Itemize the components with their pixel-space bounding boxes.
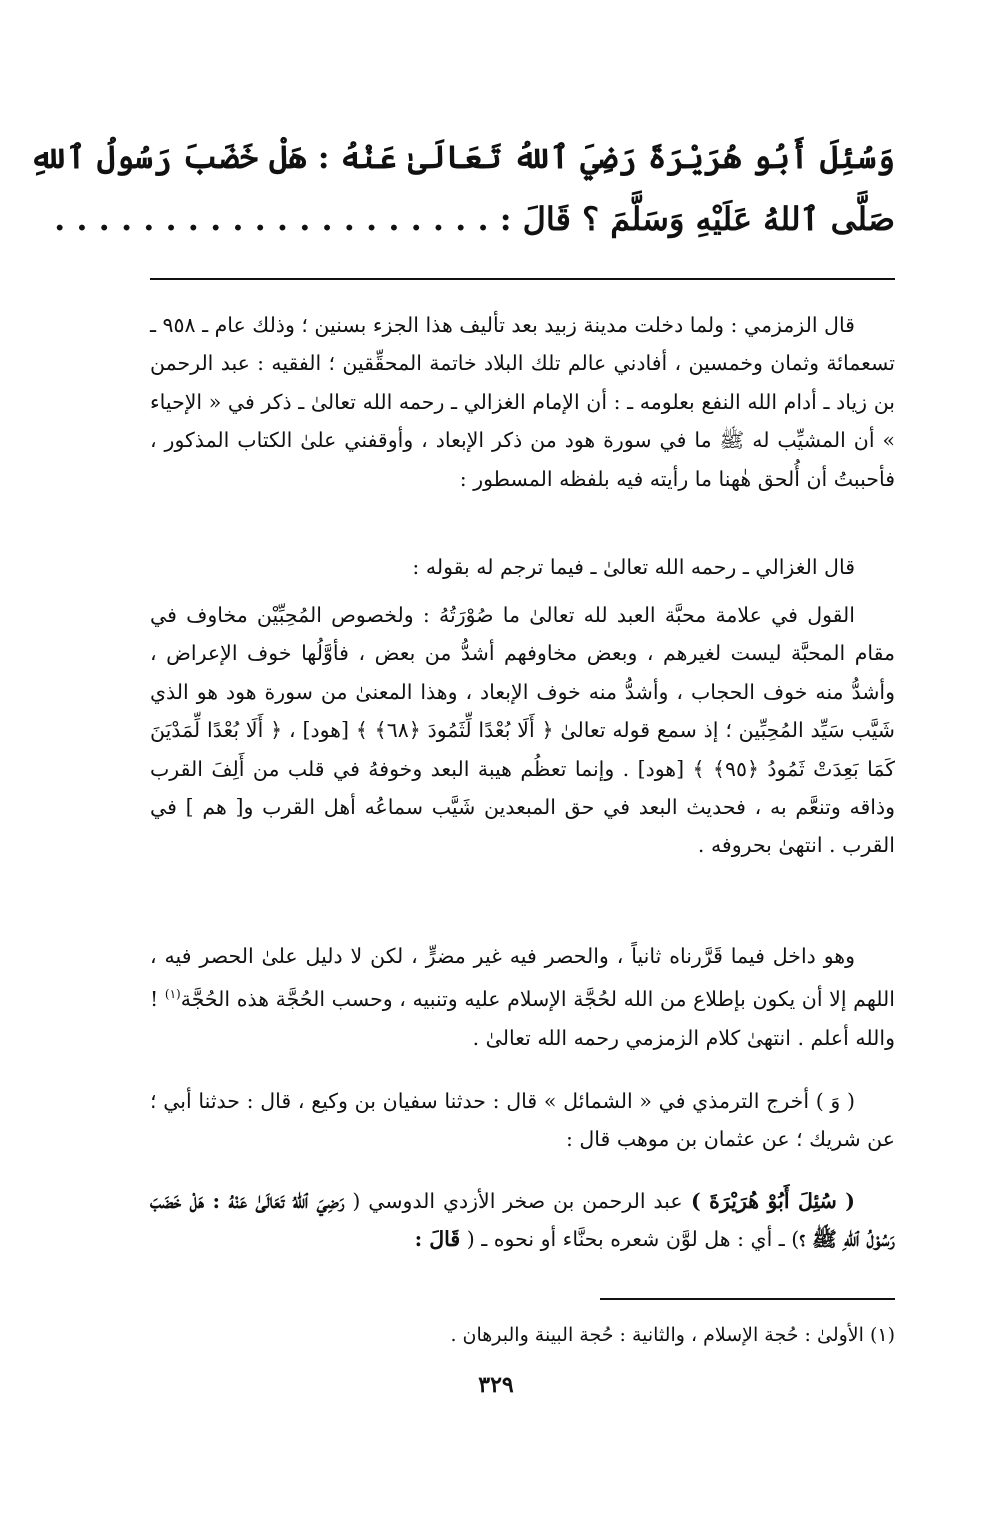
commentary-block-4: [150, 937, 895, 1057]
commentary-block: [150, 306, 895, 498]
hadith-heading-line-1: وَسُئِلَ أَبُو هُرَيْرَةَ رَضِيَ ٱللهُ تَعَالَىٰ عَنْهُ : هَلْ خَضَبَ رَسُولُ ٱللهِ: [29, 138, 895, 176]
commentary-block-5: [150, 1082, 895, 1159]
commentary-paragraph-4-tail: ! والله أعلم . انتهىٰ كلام الزمزمي رحمه الله تعالىٰ .: [150, 987, 895, 1050]
commentary-paragraph-4-text: وهو داخل فيما قَرَّرناه ثانياً ، والحصر فيه غير مضرٍّ ، لكن لا دليل علىٰ الحصر فيه ، اللهم إلا أن يكون بإطلاع من الله لحُجَّة الإسلام عليه وتنبيه ، وحسب الحُجَّة هذه الحُجَّة: [150, 944, 895, 1012]
commentary-block-2: [150, 548, 895, 586]
footnote-reference: (١): [164, 987, 181, 1002]
commentary-paragraph-1: قال الزمزمي : ولما دخلت مدينة زبيد بعد تأليف هذا الجزء بسنين ؛ وذلك عام ـ ٩٥٨ ـ تسعمائة وثمان وخمسين ، أفادني عالم تلك البلاد خاتمة المحقِّقين ؛ الفقيه : عبد الرحمن بن زياد ـ أدام الله النفع بعلومه ـ : أن الإمام الغزالي ـ رحمه الله تعالىٰ ـ ذكر في « الإحياء » أن المشيِّب له ﷺ ما في سورة هود من ذكر الإبعاد ، وأوقفني علىٰ الكتاب المذكور ، فأحببتُ أن أُلحق هٰهنا ما رأيته فيه بلفظه المسطور :: [149, 313, 895, 491]
hadith-quote-e: قَالَ :: [414, 1227, 461, 1252]
commentary-explanation-d: ) ـ أي : هل لوَّن شعره بحنَّاء أو نحوه ـ (: [460, 1227, 800, 1252]
hadith-heading-line-2: صَلَّى ٱللهُ عَلَيْهِ وَسَلَّمَ ؟ قَالَ : . . . . . . . . . . . . . . . . . . . .: [54, 200, 895, 238]
heading-separator-rule: [150, 278, 895, 280]
commentary-block-3: [150, 596, 895, 865]
footnote: (١) الأولىٰ : حُجة الإسلام ، والثانية : حُجة البينة والبرهان .: [450, 1324, 895, 1346]
commentary-block-6: [150, 1182, 895, 1259]
footnote-separator-rule: [600, 1298, 895, 1300]
commentary-explanation-b: عبد الرحمن بن صخر الأزدي الدوسي (: [344, 1189, 683, 1213]
hadith-quote-a: ( سُئِلَ أَبُوْ هُرَيْرَةَ ): [682, 1189, 856, 1213]
commentary-paragraph-5: ( وَ ) أخرج الترمذي في « الشمائل » قال : حدثنا سفيان بن وكيع ، قال : حدثنا أبي ؛ عن شريك ؛ عن عثمان بن موهب قال :: [150, 1089, 895, 1152]
page-number: ٣٢٩: [478, 1372, 514, 1398]
commentary-paragraph-2: قال الغزالي ـ رحمه الله تعالىٰ ـ فيما ترجم له بقوله :: [412, 555, 855, 579]
commentary-paragraph-6: [150, 1182, 895, 1259]
hadith-quote-c: رَضِيَ ٱللهُ تَعَالَىٰ عَنْهُ : هَلْ خَضَبَ رَسُوْلُ ٱللهِ ﷺ ؟: [150, 1189, 895, 1252]
commentary-paragraph-3: القول في علامة محبَّة العبد لله تعالىٰ ما صُوْرَتُهُ : ولخصوص المُحِبِّيْن مخاوف في مقام المحبَّة ليست لغيرهم ، وبعض مخاوفهم أشدُّ من بعض ، فأوَّلُها خوف الإعراض ، وأشدُّ منه خوف الحجاب ، وأشدُّ منه خوف الإبعاد ، وهذا المعنىٰ من سورة هود هو الذي شَيَّب سَيِّد المُحِبِّين ؛ إذ سمع قوله تعالىٰ ﴿ أَلَا بُعْدًا لِّثَمُودَ ﴿٦٨﴾ ﴾ [هود] ، ﴿ أَلَا بُعْدًا لِّمَدْيَنَ كَمَا بَعِدَتْ ثَمُودُ ﴿٩٥﴾ ﴾ [هود] . وإنما تعظُم هيبة البعد وخوفهُ في قلب من أَلِفَ القرب وذاقه وتنعَّم به ، فحديث البعد في حق المبعدين شَيَّب سماعُه أهل القرب و[ هم ] في القرب . انتهىٰ بحروفه .: [150, 603, 895, 858]
commentary-paragraph-4: [150, 937, 895, 1057]
